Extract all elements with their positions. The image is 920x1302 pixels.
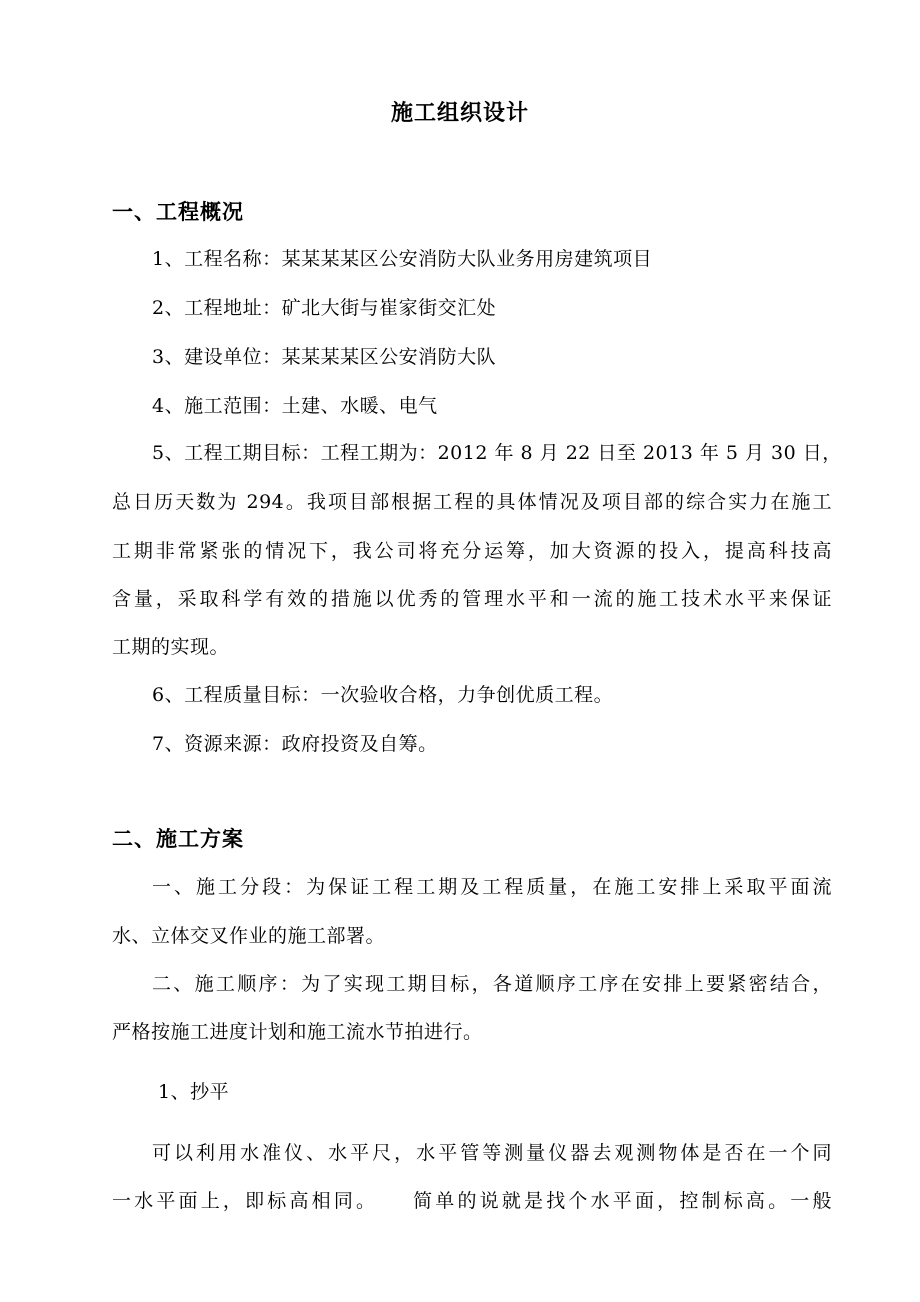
section-heading-overview: 一、工程概况 [112,199,244,224]
overview-item-project-address: 2、工程地址：矿北大街与崔家街交汇处 [152,297,497,319]
overview-item-schedule-line: 5、工程工期目标：工程工期为：2012 年 8 月 22 日至 2013 年 5 月 30 日， [152,442,842,464]
plan-paragraph-line: 一、施工分段：为保证工程工期及工程质量，在施工安排上采取平面流 [152,876,832,898]
overview-item-funding: 7、资源来源：政府投资及自筹。 [152,733,438,755]
overview-item-schedule-line: 工期的实现。 [112,636,230,658]
overview-item-schedule-line: 含量，采取科学有效的措施以优秀的管理水平和一流的施工技术水平来保证 [112,588,832,610]
plan-paragraph-line: 二、施工顺序：为了实现工期目标，各道顺序工序在安排上要紧密结合， [152,973,832,995]
overview-item-schedule-line: 总日历天数为 294。我项目部根据工程的具体情况及项目部的综合实力在施工 [112,491,832,513]
leveling-paragraph-line: 可以利用水准仪、水平尺，水平管等测量仪器去观测物体是否在一个同 [152,1142,832,1164]
leveling-paragraph-line: 一水平面上，即标高相同。 简单的说就是找个水平面，控制标高。一般 [112,1190,832,1212]
subheading-leveling: 1、抄平 [158,1081,230,1103]
overview-item-quality: 6、工程质量目标：一次验收合格，力争创优质工程。 [152,684,614,706]
document-title: 施工组织设计 [390,100,529,126]
section-heading-plan: 二、施工方案 [112,826,244,851]
overview-item-project-name: 1、工程名称：某某某某区公安消防大队业务用房建筑项目 [152,248,653,270]
overview-item-client: 3、建设单位：某某某某区公安消防大队 [152,346,497,368]
overview-item-scope: 4、施工范围：土建、水暖、电气 [152,395,438,417]
plan-paragraph-line: 水、立体交叉作业的施工部署。 [112,925,386,947]
plan-paragraph-line: 严格按施工进度计划和施工流水节拍进行。 [112,1021,483,1043]
overview-item-schedule-line: 工期非常紧张的情况下，我公司将充分运筹，加大资源的投入，提高科技高 [112,540,832,562]
